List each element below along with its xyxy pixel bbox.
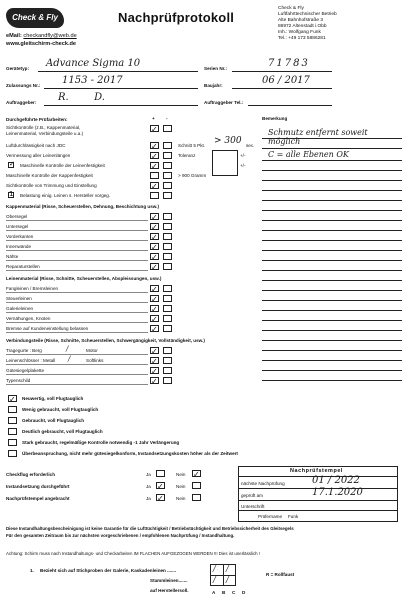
check-minus-box[interactable] [163,125,172,132]
achtung-note: Achtung: Schirm muss nach Instandhaltungs- und Checkarbeiten IM FLACHEN AUFGEZOGEN WERDEN !!! Dies ist unerlässlich ! [6,551,261,556]
check-plus-box[interactable]: ✓ [151,357,158,366]
check-plus-box[interactable]: ✓ [151,315,158,324]
check-plus-box[interactable]: ✓ [151,325,158,334]
abcd-label: A [212,590,216,595]
galerie-text: Bezieht sich auf Stichproben der Galerie, Kaskadenleinen ....... [40,568,177,573]
geraetetyp-label: Gerätetyp: [6,66,29,71]
check-plus-box[interactable]: ✓ [151,295,158,304]
checks-title: Durchgeführte Prüfarbeiten: [6,117,68,122]
instandsetzung-label: Instandsetzung durchgeführt [6,484,70,489]
check-plus-box[interactable] [150,192,159,199]
check-minus-box[interactable] [163,377,172,384]
check-minus-box[interactable] [163,347,172,354]
check-minus-box[interactable] [163,285,172,292]
check-plus-box[interactable]: ✓ [151,377,158,386]
leinen-machine-checkbox[interactable]: ✓ [9,160,15,168]
tolerance-mark: +/- [240,163,246,168]
check-item: Maschinelle Kontrolle der Leinenfestigkeit [20,163,105,168]
galerie-num: 1. [30,568,34,573]
check-minus-box[interactable] [163,263,172,270]
condition-option: Überbeanspruchung, nicht mehr gütesiegelkonform, Instandsetzungskosten höher als der Zeitwert [22,451,238,456]
disclaimer-line1: Diese Instandhaltungsbescheinigung ist keine Garantie für die Lufttüchtigkeit / Betriebstüchtigkeit und Betriebssicherheit des Gleitsegels [6,526,294,531]
checkflug-nein-box[interactable]: ✓ [193,470,200,479]
check-minus-box[interactable] [163,213,172,220]
nein-label: Nein [176,496,186,501]
check-plus-box[interactable]: ✓ [151,305,158,314]
address-line: Inh.: Wolfgang Funk [278,30,321,35]
r-label: R = Rollfaust [266,572,295,577]
email-link[interactable]: checkandfly@web.de [23,33,77,39]
berg-tick: / [66,345,69,353]
check-item: Leinenmaterial, Verbindungsteile u.a.) [6,131,84,136]
zulassung-label: Zulassungs Nr.: [6,83,41,88]
col-minus: - [166,116,168,121]
check-minus-box[interactable] [163,192,172,199]
lines-title: Leinenmaterial (Risse, Schnitte, Scheuerstellen, Abspleissungen, usw.) [6,276,162,281]
company-address [278,6,337,42]
abcd-label: C [232,590,236,595]
condition-checkbox[interactable] [8,439,17,446]
check-minus-box[interactable] [163,142,172,149]
address-line: Luftfahrttechnischer Betrieb [278,12,337,17]
ja-label: Ja [146,484,151,489]
belastung-checkbox[interactable]: 1 [9,190,14,198]
condition-option: Neuwertig, voll Flugtauglich [22,396,84,401]
check-plus-box[interactable]: ✓ [151,162,158,171]
baujahr-label: Baujahr: [204,83,223,88]
website[interactable]: www.gleitschirm-check.de [6,41,77,47]
condition-checkbox[interactable] [8,450,17,457]
ja-label: Ja [146,472,151,477]
geprueft-label: geprüft am [241,493,263,498]
sec-label: sec. [246,143,255,148]
abcd-label: B [222,590,226,595]
naechste-value[interactable]: 01 / 2022 [312,475,360,486]
zulassung-value[interactable]: 1153 - 2017 [62,75,123,86]
instandsetzung-ja-box[interactable]: ✓ [157,482,164,491]
check-plus-box[interactable]: ✓ [151,263,158,272]
check-minus-box[interactable] [163,295,172,302]
hersteller-label: auf Herstellersoll. [150,588,189,593]
check-item: Vermessung aller Leinenlängen [6,153,71,158]
geraetetyp-value[interactable]: Advance Sigma 10 [46,58,141,69]
condition-checkbox[interactable]: ✓ [9,395,16,404]
condition-option: Gebraucht, voll Flugtauglich [22,418,85,423]
abcd-label: D [242,590,246,595]
connectors-title: Verbindungsteile (Risse, Schnitte, Scheuerstellen, Schwergängigkeit, Vollständigkeit, usw.) [6,338,205,343]
check-minus-box[interactable] [163,223,172,230]
check-minus-box[interactable] [163,357,172,364]
condition-option: Stark gebraucht, regelmäßige Kontrolle notwendig -1 Jahr Verlängerung [22,440,180,445]
checkflug-ja-box[interactable] [156,470,165,477]
check-minus-box[interactable] [163,367,172,374]
damage-row: Vorderkanten [6,234,34,239]
checkflug-label: Checkflug erforderlich [6,472,56,477]
ja-label: Ja [146,496,151,501]
connectors-row: Leinenschlösser : Metall [6,358,56,363]
schnitt-label: Schnitt 5 Pkt. [178,143,206,148]
address-line: Check & Fly [278,6,304,11]
check-plus-box[interactable]: ✓ [151,142,158,151]
metall-tick: / [68,355,71,363]
check-plus-box[interactable] [150,172,159,179]
tolerance-box [212,150,238,176]
check-plus-box[interactable]: ✓ [151,213,158,222]
check-plus-box[interactable]: ✓ [151,243,158,252]
pruefername-label: Prüfername [258,514,283,519]
serien-value[interactable]: 71783 [268,58,310,69]
check-minus-box[interactable] [163,172,172,179]
check-item: Sichtkontrolle (z.B., Kappenmaterial, [6,125,81,130]
page-title: Nachprüfprotokoll [118,10,235,25]
check-plus-box[interactable]: ✓ [151,285,158,294]
check-minus-box[interactable] [163,162,172,169]
naechste-label: nächste Nachprüfung [241,481,285,486]
condition-option: Deutlich gebraucht, voll Flugtauglich [22,429,103,434]
lines-row: Fangleinen / Bremsleinen [6,286,59,291]
condition-option: Wenig gebraucht, voll Flugtauglich [22,407,99,412]
check-minus-box[interactable] [163,243,172,250]
check-plus-box[interactable]: ✓ [151,347,158,356]
col-plus: + [152,116,155,121]
tolerance-mark: +/- [240,153,246,158]
remark-2[interactable]: C = alle Ebenen OK [268,150,349,159]
unterschrift-label: Unterschrift [241,504,265,509]
motor-label: Motor [86,348,98,353]
lines-row: Vernähungen, Knoten [6,316,51,321]
pruefstempel-label: Nachprüfstempel angebracht [6,496,70,501]
damage-row: Reparaturstellen [6,264,40,269]
check-item: Maschinelle Kontrolle der Kappenfestigkeit [6,173,93,178]
damage-row: Innenwände [6,244,32,249]
damage-title: Kappenmaterial (Risse, Scheuerstellen, Dehnung, Beschichtung usw.) [6,204,159,209]
check-plus-box[interactable]: ✓ [151,125,158,134]
stammleinen-label: Stammleinen....... [150,578,188,583]
connectors-row: Gütesiegelplakette [6,368,45,373]
auftraggeber-label: Auftraggeber: [6,100,37,105]
check-plus-box[interactable]: ✓ [151,367,158,376]
connectors-row: Tragegurte : Berg [6,348,42,353]
nein-label: Nein [176,472,186,477]
check-minus-box[interactable] [163,253,172,260]
galerie-tick: / [226,575,229,584]
damage-row: Untersegel [6,224,29,229]
check-minus-box[interactable] [163,233,172,240]
bemerkung-label: Bemerkung [262,116,288,121]
check-minus-box[interactable] [163,182,172,189]
check-plus-box[interactable]: ✓ [151,182,158,191]
check-item: Luftdurchlässigkeit nach JDC [6,143,66,148]
stamp-title: Nachprüfstempel [290,468,344,474]
check-plus-box[interactable]: ✓ [151,223,158,232]
address-line: Alte Bahnhofstraße 3 [278,18,324,23]
connectors-row: Typenschild [6,378,31,383]
email-label: eMail: [6,33,24,39]
galerie-tick: / [213,564,216,573]
check-item: Belastung einig. Leinen s. Hersteller vorgeg. [20,193,111,198]
instandsetzung-nein-box[interactable] [192,482,201,489]
check-minus-box[interactable] [163,305,172,312]
baujahr-value[interactable]: 06 / 2017 [262,75,310,86]
damage-row: Nähte [6,254,19,259]
check-plus-box[interactable]: ✓ [151,152,158,161]
check-plus-box[interactable]: ✓ [151,253,158,262]
disclaimer-line2: Für den gesamten Zeitraum bis zur nächsten vorgeschriebenen / empfohlenen Nachprüfung / Instandhaltung. [6,533,235,538]
logo: Check & Fly [6,8,64,28]
gramm-label: > 900 Gramm [178,173,207,178]
check-minus-box[interactable] [163,152,172,159]
auftraggeber-tel-label: Auftraggeber Tel.: [204,100,244,105]
address-line: 86972 Altenstadt i.Obb [278,24,327,29]
condition-checkbox[interactable] [8,417,17,424]
softlinks-label: Softlinks [86,358,104,363]
remark-1[interactable]: Schmutz entfernt soweit möglich [268,128,368,146]
pruefername-value: Funk [288,514,299,519]
toleranz-label: Toleranz [178,153,196,158]
check-minus-box[interactable] [163,315,172,322]
serien-label: Serien Nr.: [204,66,227,71]
lines-row: Galerieleinen [6,306,34,311]
galerie-tick: / [226,564,229,573]
pruefstempel-nein-box[interactable] [192,494,201,501]
nein-label: Nein [176,484,186,489]
check-plus-box[interactable]: ✓ [151,233,158,242]
check-minus-box[interactable] [163,325,172,332]
email-line [6,33,77,39]
lines-row: Bremse auf Kundeneinstellung belassen [6,326,89,331]
address-line: Tel.: +49 173 5886281 [278,36,326,41]
lines-row: Steuerleinen [6,296,32,301]
auftraggeber-value[interactable]: R. D. [58,92,105,103]
pruefstempel-ja-box[interactable]: ✓ [157,494,164,503]
geprueft-value[interactable]: 17.1.2020 [312,487,363,498]
damage-row: Obersegel [6,214,28,219]
condition-checkbox[interactable] [8,406,17,413]
schnitt-value[interactable]: > 300 [214,136,242,146]
condition-checkbox[interactable] [8,428,17,435]
check-item: Sichtkontrolle von Trimmung und Einstellung [6,183,97,188]
galerie-tick: / [213,575,216,584]
